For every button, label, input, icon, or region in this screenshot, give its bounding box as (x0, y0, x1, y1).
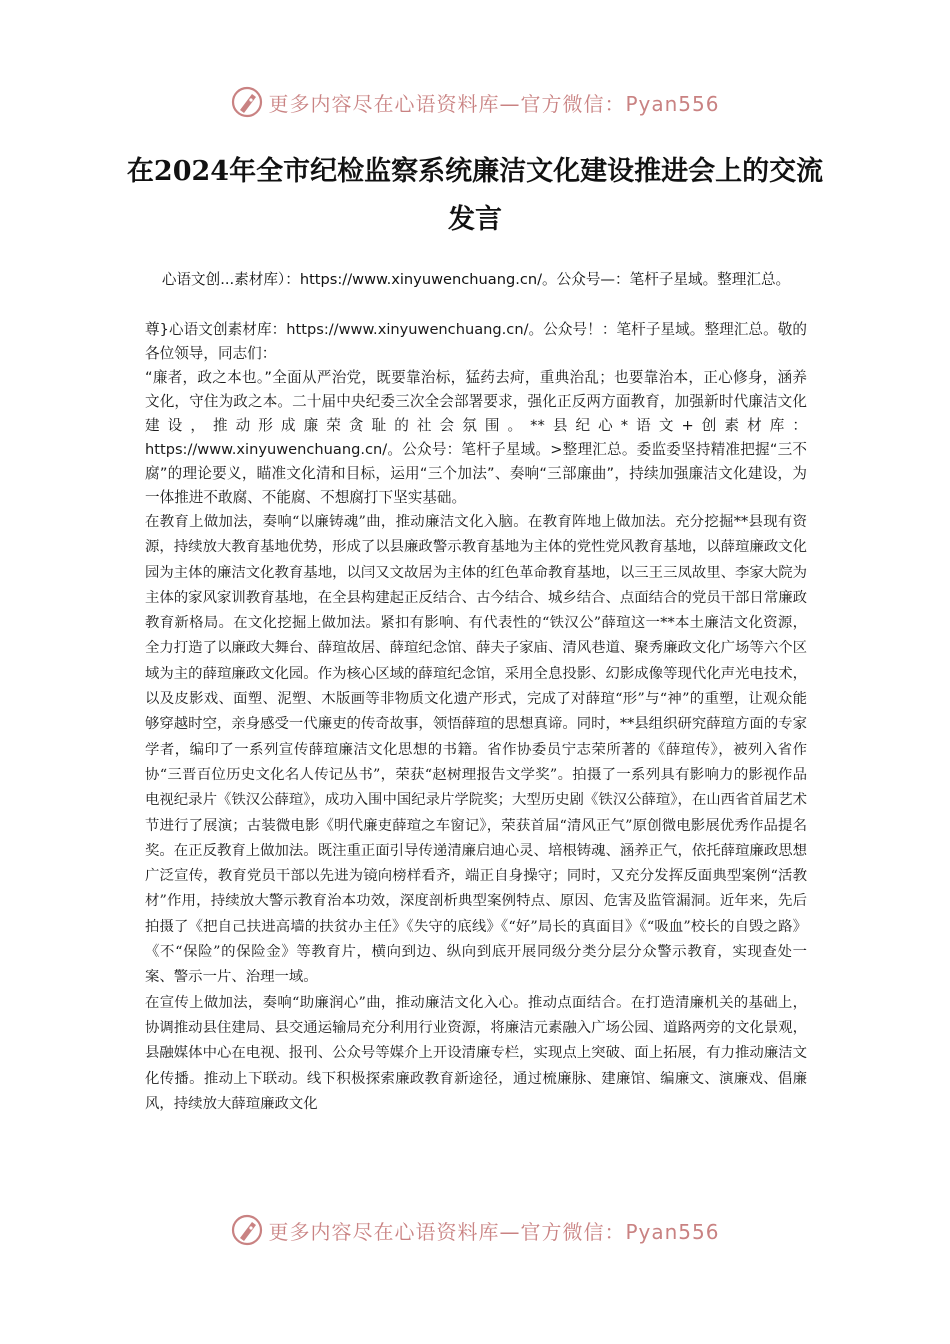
header-banner (0, 80, 950, 124)
banner-text: 更多内容尽在心语资料库—官方微信：Pyan556 (268, 91, 720, 116)
pen-nib-logo-icon (230, 1213, 264, 1247)
paragraph: 在宣传上做加法，奏响“助廉润心”曲，推动廉洁文化入心。推动点面结合。在打造清廉机关的基础上，协调推动县住建局、县交通运输局充分利用行业资源，将廉洁元素融入广场公园、道路两旁的文化景观，县融媒体中心在电视、报刊、公众号等媒介上开设清廉专栏，实现点上突破、面上拓展，有力推动廉洁文化传播。推动上下联动。线下积极探索廉政教育新途径，通过梳廉脉、建廉馆、编廉文、演廉戏、倡廉风，持续放大薛瑄廉政文化 (145, 994, 807, 1112)
document-body (145, 318, 807, 1117)
source-line: 心语文创...素材库）：https://www.xinyuwenchuang.cn/。公众号—：笔杆子星域。整理汇总。 (161, 271, 791, 288)
paragraph: “廉者，政之本也。”全面从严治党，既要靠治标，猛药去疴，重典治乱；也要靠治本，正心修身，涵养文化，守住为政之本。二十届中央纪委三次全会部署要求，强化正反两方面教育，加强新时代廉洁文化建设，推动形成廉荣贪耻的社会氛围。**县纪心*语文+创素材库：https://www.xinyuwenchuang.cn/。公众号：笔杆子星域。>整理汇总。委监委坚持精准把握“三不腐”的理论要义，瞄准文化清和目标，运用“三个加法”、奏响“三部廉曲”，持续加强廉洁文化建设，为一体推进不敢腐、不能腐、不想腐打下坚实基础。 (145, 369, 807, 506)
paragraph: 在教育上做加法，奏响“以廉铸魂”曲，推动廉洁文化入脑。在教育阵地上做加法。充分挖掘**县现有资源，持续放大教育基地优势，形成了以县廉政警示教育基地为主体的党性党风教育基地，以薛瑄廉政文化园为主体的廉洁文化教育基地，以闫又文故居为主体的红色革命教育基地，以三王三凤故里、李家大院为主体的家风家训教育基地，在全县构建起正反结合、古今结合、城乡结合、点面结合的党员干部日常廉政教育新格局。在文化挖掘上做加法。紧扣有影响、有代表性的“铁汉公”薛瑄这一**本土廉洁文化资源，全力打造了以廉政大舞台、薛瑄故居、薛瑄纪念馆、薛夫子家庙、清风巷道、聚秀廉政文化广场等六个区域为主的薛瑄廉政文化园。作为核心区域的薛瑄纪念馆，采用全息投影、幻影成像等现代化声光电技术，以及皮影戏、面塑、泥塑、木版画等非物质文化遗产形式，完成了对薛瑄“形”与“神”的重塑，让观众能够穿越时空，亲身感受一代廉吏的传奇故事，领悟薛瑄的思想真谛。同时，**县组织研究薛瑄方面的专家学者，编印了一系列宣传薛瑄廉洁文化思想的书籍。省作协委员宁志荣所著的《薛瑄传》，被列入省作协“三晋百位历史文化名人传记丛书”，荣获“赵树理报告文学奖”。拍摄了一系列具有影响力的影视作品电视纪录片《铁汉公薛瑄》，成功入围中国纪录片学院奖；大型历史剧《铁汉公薛瑄》，在山西省首届艺术节进行了展演；古装微电影《明代廉吏薛瑄之车窗记》，荣获首届“清风正气”原创微电影展优秀作品提名奖。在正反教育上做加法。既注重正面引导传递清廉启迪心灵、培根铸魂、涵养正气，依托薛瑄廉政思想广泛宣传，教育党员干部以先进为镜向榜样看齐，端正自身操守；同时，又充分发挥反面典型案例“活教材”作用，持续放大警示教育治本功效，深度剖析典型案例特点、原因、危害及监管漏洞。近年来，先后拍摄了《把自己扶进高墙的扶贫办主任》《失守的底线》《“好”局长的真面目》《“吸血”校长的自毁之路》《不“保险”的保险金》等教育片，横向到边、纵向到底开展同级分类分层分众警示教育，实现查处一案、警示一片、治理一域。 (145, 514, 807, 986)
pen-nib-logo-icon (230, 85, 264, 119)
paragraph: 尊}心语文创素材库：https://www.xinyuwenchuang.cn/。公众号！：笔杆子星域。整理汇总。敬的各位领导，同志们： (145, 321, 807, 362)
footer-banner (0, 1208, 950, 1252)
page-title: 在2024年全市纪检监察系统廉洁文化建设推进会上的交流发言 (126, 156, 824, 235)
banner-text: 更多内容尽在心语资料库—官方微信：Pyan556 (268, 1219, 720, 1244)
